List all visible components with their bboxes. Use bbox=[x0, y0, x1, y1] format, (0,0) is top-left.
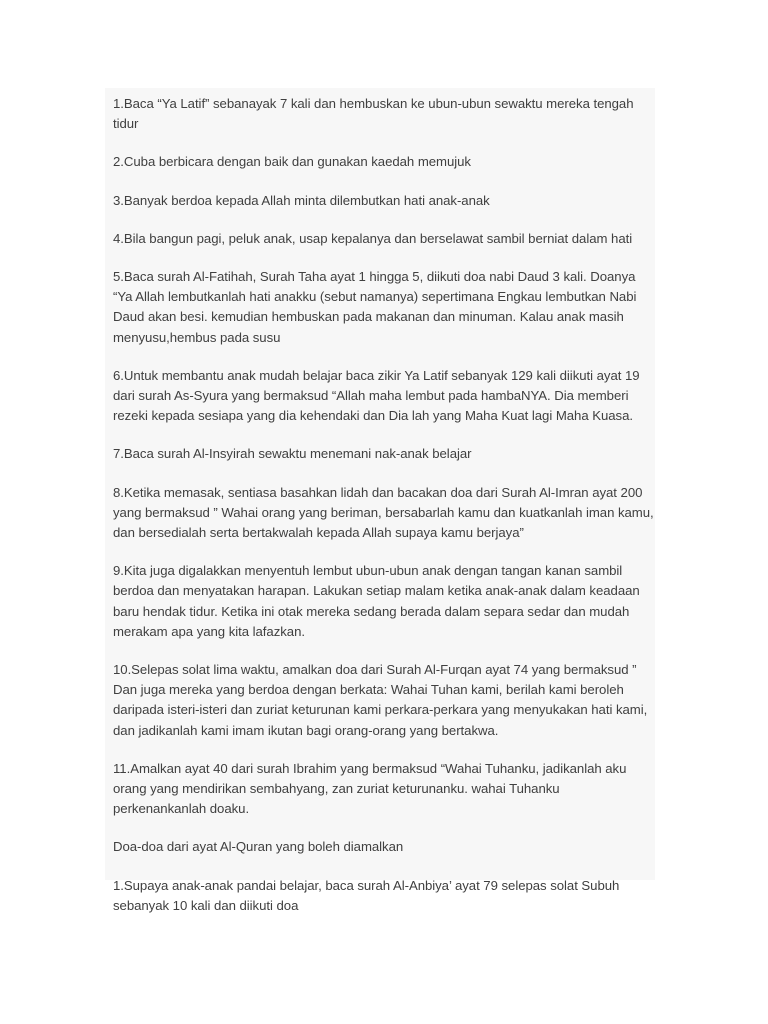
paragraph-10: 10.Selepas solat lima waktu, amalkan doa dari Surah Al-Furqan ayat 74 yang bermaksud ” Dan juga mereka yang berdoa dengan berkata: Wahai Tuhan kami, berilah kami beroleh daripada isteri-isteri dan zuriat keturunan kami perkara-perkara yang menyukakan hati kami, dan jadikanlah kami imam ikutan bagi orang-orang yang bertakwa. bbox=[113, 662, 648, 738]
paragraph-5: 5.Baca surah Al-Fatihah, Surah Taha ayat 1 hingga 5, diikuti doa nabi Daud 3 kali. Doanya “Ya Allah lembutkanlah hati anakku (sebut namanya) sepertimana Engkau lembutkan Nabi Daud akan besi. kemudian hembuskan pada makanan dan minuman. Kalau anak masih menyusu,hembus pada susu bbox=[113, 269, 637, 345]
document-text-block bbox=[105, 88, 655, 913]
paragraph-4: 4.Bila bangun pagi, peluk anak, usap kepalanya dan berselawat sambil berniat dalam hati bbox=[113, 230, 633, 246]
paragraph-9: 9.Kita juga digalakkan menyentuh lembut ubun-ubun anak dengan tangan kanan sambil berdoa dan menyatakan harapan. Lakukan setiap malam ketika anak-anak dalam keadaan baru hendak tidur. Ketika ini otak mereka sedang berada dalam separa sedar dan mudah merakam apa yang kita lafazkan. bbox=[113, 563, 640, 639]
paragraph-11: 11.Amalkan ayat 40 dari surah Ibrahim yang bermaksud “Wahai Tuhanku, jadikanlah aku orang yang mendirikan sembahyang, zan zuriat keturunanku. wahai Tuhanku perkenankanlah doaku. bbox=[113, 760, 627, 817]
section-heading: Doa-doa dari ayat Al-Quran yang boleh diamalkan bbox=[113, 839, 404, 855]
paragraph-12: 1.Supaya anak-anak pandai belajar, baca surah Al-Anbiya’ ayat 79 selepas solat Subuh sebanyak 10 kali dan diikuti doa bbox=[113, 877, 620, 913]
paragraph-6: 6.Untuk membantu anak mudah belajar baca zikir Ya Latif sebanyak 129 kali diikuti ayat 19 dari surah As-Syura yang bermaksud “Allah maha lembut pada hambaNYA. Dia memberi rezeki kepada sesiapa yang dia kehendaki dan Dia lah yang Maha Kuat lagi Maha Kuasa. bbox=[113, 367, 640, 424]
paragraph-1: 1.Baca “Ya Latif” sebanayak 7 kali dan hembuskan ke ubun-ubun sewaktu mereka tengah tidur bbox=[113, 96, 634, 132]
paragraph-8: 8.Ketika memasak, sentiasa basahkan lidah dan bacakan doa dari Surah Al-Imran ayat 200 yang bermaksud ” Wahai orang yang beriman, bersabarlah kamu dan kuatkanlah iman kamu, dan bersedialah serta bertakwalah kepada Allah supaya kamu berjaya” bbox=[113, 484, 654, 541]
paragraph-3: 3.Banyak berdoa kepada Allah minta dilembutkan hati anak-anak bbox=[113, 192, 490, 208]
paragraph-2: 2.Cuba berbicara dengan baik dan gunakan kaedah memujuk bbox=[113, 154, 471, 170]
paragraph-7: 7.Baca surah Al-Insyirah sewaktu menemani nak-anak belajar bbox=[113, 446, 472, 462]
